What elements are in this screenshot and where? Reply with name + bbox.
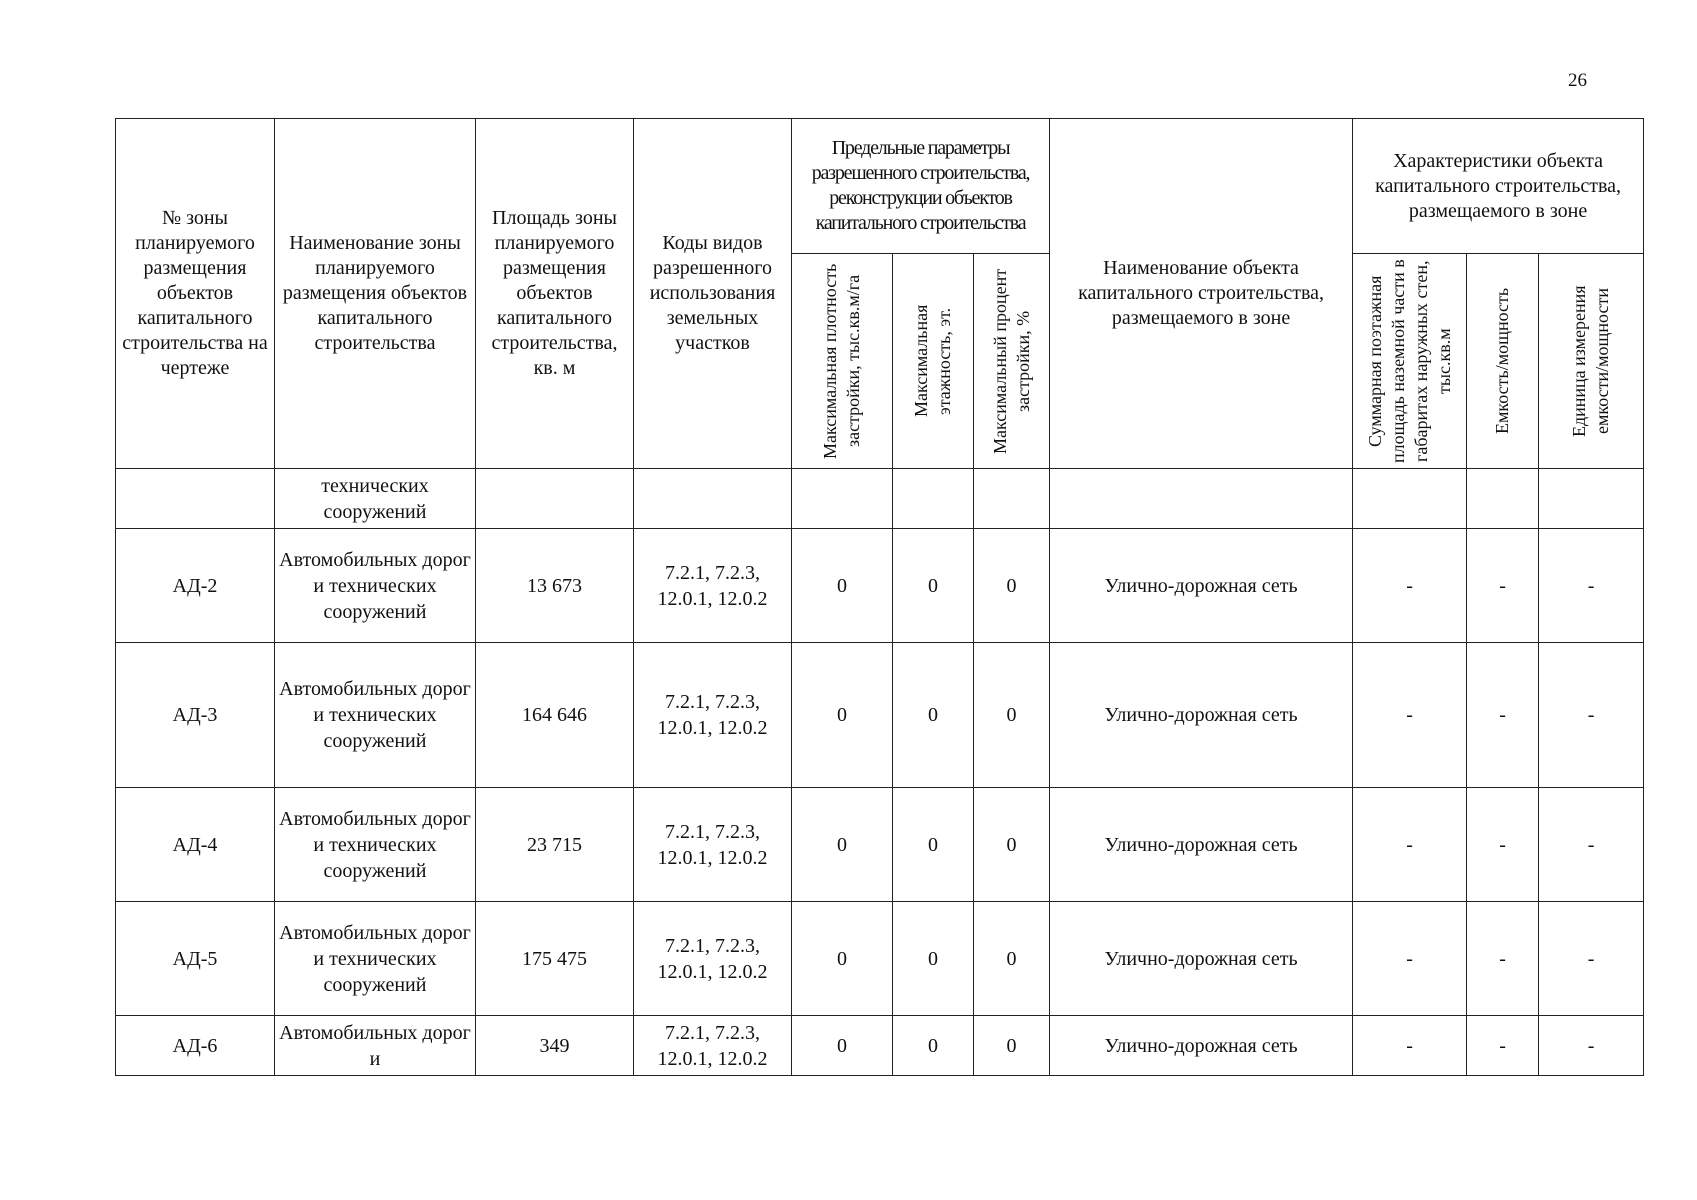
cell-density: 0 (792, 1016, 893, 1076)
cell-name: Автомобильных дорог и технических сооружений (275, 529, 476, 643)
cell-unit: - (1539, 788, 1644, 902)
cell-total-area: - (1353, 529, 1467, 643)
cell-floors: 0 (893, 643, 974, 788)
cell-capacity (1467, 469, 1539, 529)
cell-unit (1539, 469, 1644, 529)
table-row (116, 643, 1644, 788)
cell-total-area: - (1353, 643, 1467, 788)
header-density-cell (792, 254, 893, 469)
cell-object: Улично-дорожная сеть (1050, 788, 1353, 902)
cell-codes (634, 469, 792, 529)
cell-floors: 0 (893, 902, 974, 1016)
cell-unit: - (1539, 902, 1644, 1016)
header-zone-name: Наименование зоны планируемого размещения объектов капитального строительства (275, 119, 476, 469)
cell-object: Улично-дорожная сеть (1050, 902, 1353, 1016)
cell-zone: АД-5 (116, 902, 275, 1016)
cell-name: Автомобильных дорог и технических сооружений (275, 788, 476, 902)
cell-zone: АД-3 (116, 643, 275, 788)
cell-object: Улично-дорожная сеть (1050, 1016, 1353, 1076)
header-limits-group: Предельные параметры разрешенного строительства, реконструкции объектов капитального строительства (792, 119, 1050, 254)
cell-name: технических сооружений (275, 469, 476, 529)
header-percent: Максимальный процент застройки, % (989, 268, 1033, 454)
cell-name: Автомобильных дорог и технических сооружений (275, 902, 476, 1016)
table-row-continuation (116, 469, 1644, 529)
header-capacity-cell (1467, 254, 1539, 469)
cell-percent: 0 (974, 902, 1050, 1016)
header-floors: Максимальная этажность, эт. (911, 304, 954, 418)
cell-zone: АД-6 (116, 1016, 275, 1076)
table-row (116, 1016, 1644, 1076)
cell-zone: АД-4 (116, 788, 275, 902)
cell-capacity: - (1467, 529, 1539, 643)
cell-floors: 0 (893, 788, 974, 902)
cell-area: 23 715 (476, 788, 634, 902)
header-unit: Единица измерения емкости/мощности (1569, 285, 1613, 437)
cell-area (476, 469, 634, 529)
header-codes: Коды видов разрешенного использования земельных участков (634, 119, 792, 469)
header-density: Максимальная плотность застройки, тыс.кв.м/га (820, 263, 863, 459)
cell-unit: - (1539, 1016, 1644, 1076)
header-zone-no: № зоны планируемого размещения объектов капитального строительства на чертеже (116, 119, 275, 469)
header-total-area: Суммарная поэтажная площадь наземной части в габаритах наружных стен, тыс.кв.м (1364, 259, 1454, 463)
header-capacity: Емкость/мощность (1492, 287, 1513, 435)
cell-density: 0 (792, 529, 893, 643)
cell-codes: 7.2.1, 7.2.3, 12.0.1, 12.0.2 (634, 788, 792, 902)
cell-zone: АД-2 (116, 529, 275, 643)
table-row (116, 902, 1644, 1016)
cell-area: 349 (476, 1016, 634, 1076)
cell-area: 164 646 (476, 643, 634, 788)
zones-table (115, 118, 1644, 1076)
header-unit-cell (1539, 254, 1644, 469)
cell-codes: 7.2.1, 7.2.3, 12.0.1, 12.0.2 (634, 902, 792, 1016)
cell-floors (893, 469, 974, 529)
header-percent-cell (974, 254, 1050, 469)
cell-percent: 0 (974, 643, 1050, 788)
cell-percent: 0 (974, 788, 1050, 902)
cell-name: Автомобильных дорог и технических сооружений (275, 643, 476, 788)
table-header (116, 119, 1644, 469)
cell-codes: 7.2.1, 7.2.3, 12.0.1, 12.0.2 (634, 529, 792, 643)
header-total-area-cell (1353, 254, 1467, 469)
cell-percent: 0 (974, 529, 1050, 643)
cell-area: 13 673 (476, 529, 634, 643)
header-area: Площадь зоны планируемого размещения объектов капитального строительства, кв. м (476, 119, 634, 469)
cell-floors: 0 (893, 1016, 974, 1076)
cell-capacity: - (1467, 788, 1539, 902)
cell-density: 0 (792, 788, 893, 902)
cell-codes: 7.2.1, 7.2.3, 12.0.1, 12.0.2 (634, 643, 792, 788)
table-row (116, 788, 1644, 902)
table-body (116, 469, 1644, 1076)
cell-total-area: - (1353, 902, 1467, 1016)
cell-zone (116, 469, 275, 529)
cell-total-area (1353, 469, 1467, 529)
cell-object (1050, 469, 1353, 529)
cell-unit: - (1539, 643, 1644, 788)
header-floors-cell (893, 254, 974, 469)
cell-name: Автомобильных дорог и (275, 1016, 476, 1076)
cell-percent (974, 469, 1050, 529)
cell-object: Улично-дорожная сеть (1050, 643, 1353, 788)
cell-object: Улично-дорожная сеть (1050, 529, 1353, 643)
cell-codes: 7.2.1, 7.2.3, 12.0.1, 12.0.2 (634, 1016, 792, 1076)
cell-density: 0 (792, 643, 893, 788)
cell-total-area: - (1353, 788, 1467, 902)
cell-percent: 0 (974, 1016, 1050, 1076)
cell-area: 175 475 (476, 902, 634, 1016)
cell-density: 0 (792, 902, 893, 1016)
cell-capacity: - (1467, 902, 1539, 1016)
cell-total-area: - (1353, 1016, 1467, 1076)
table-row (116, 529, 1644, 643)
header-object-name: Наименование объекта капитального строительства, размещаемого в зоне (1050, 119, 1353, 469)
cell-capacity: - (1467, 1016, 1539, 1076)
cell-floors: 0 (893, 529, 974, 643)
page-number: 26 (1568, 70, 1587, 91)
header-characteristics-group: Характеристики объекта капитального строительства, размещаемого в зоне (1353, 119, 1644, 254)
cell-density (792, 469, 893, 529)
cell-capacity: - (1467, 643, 1539, 788)
cell-unit: - (1539, 529, 1644, 643)
